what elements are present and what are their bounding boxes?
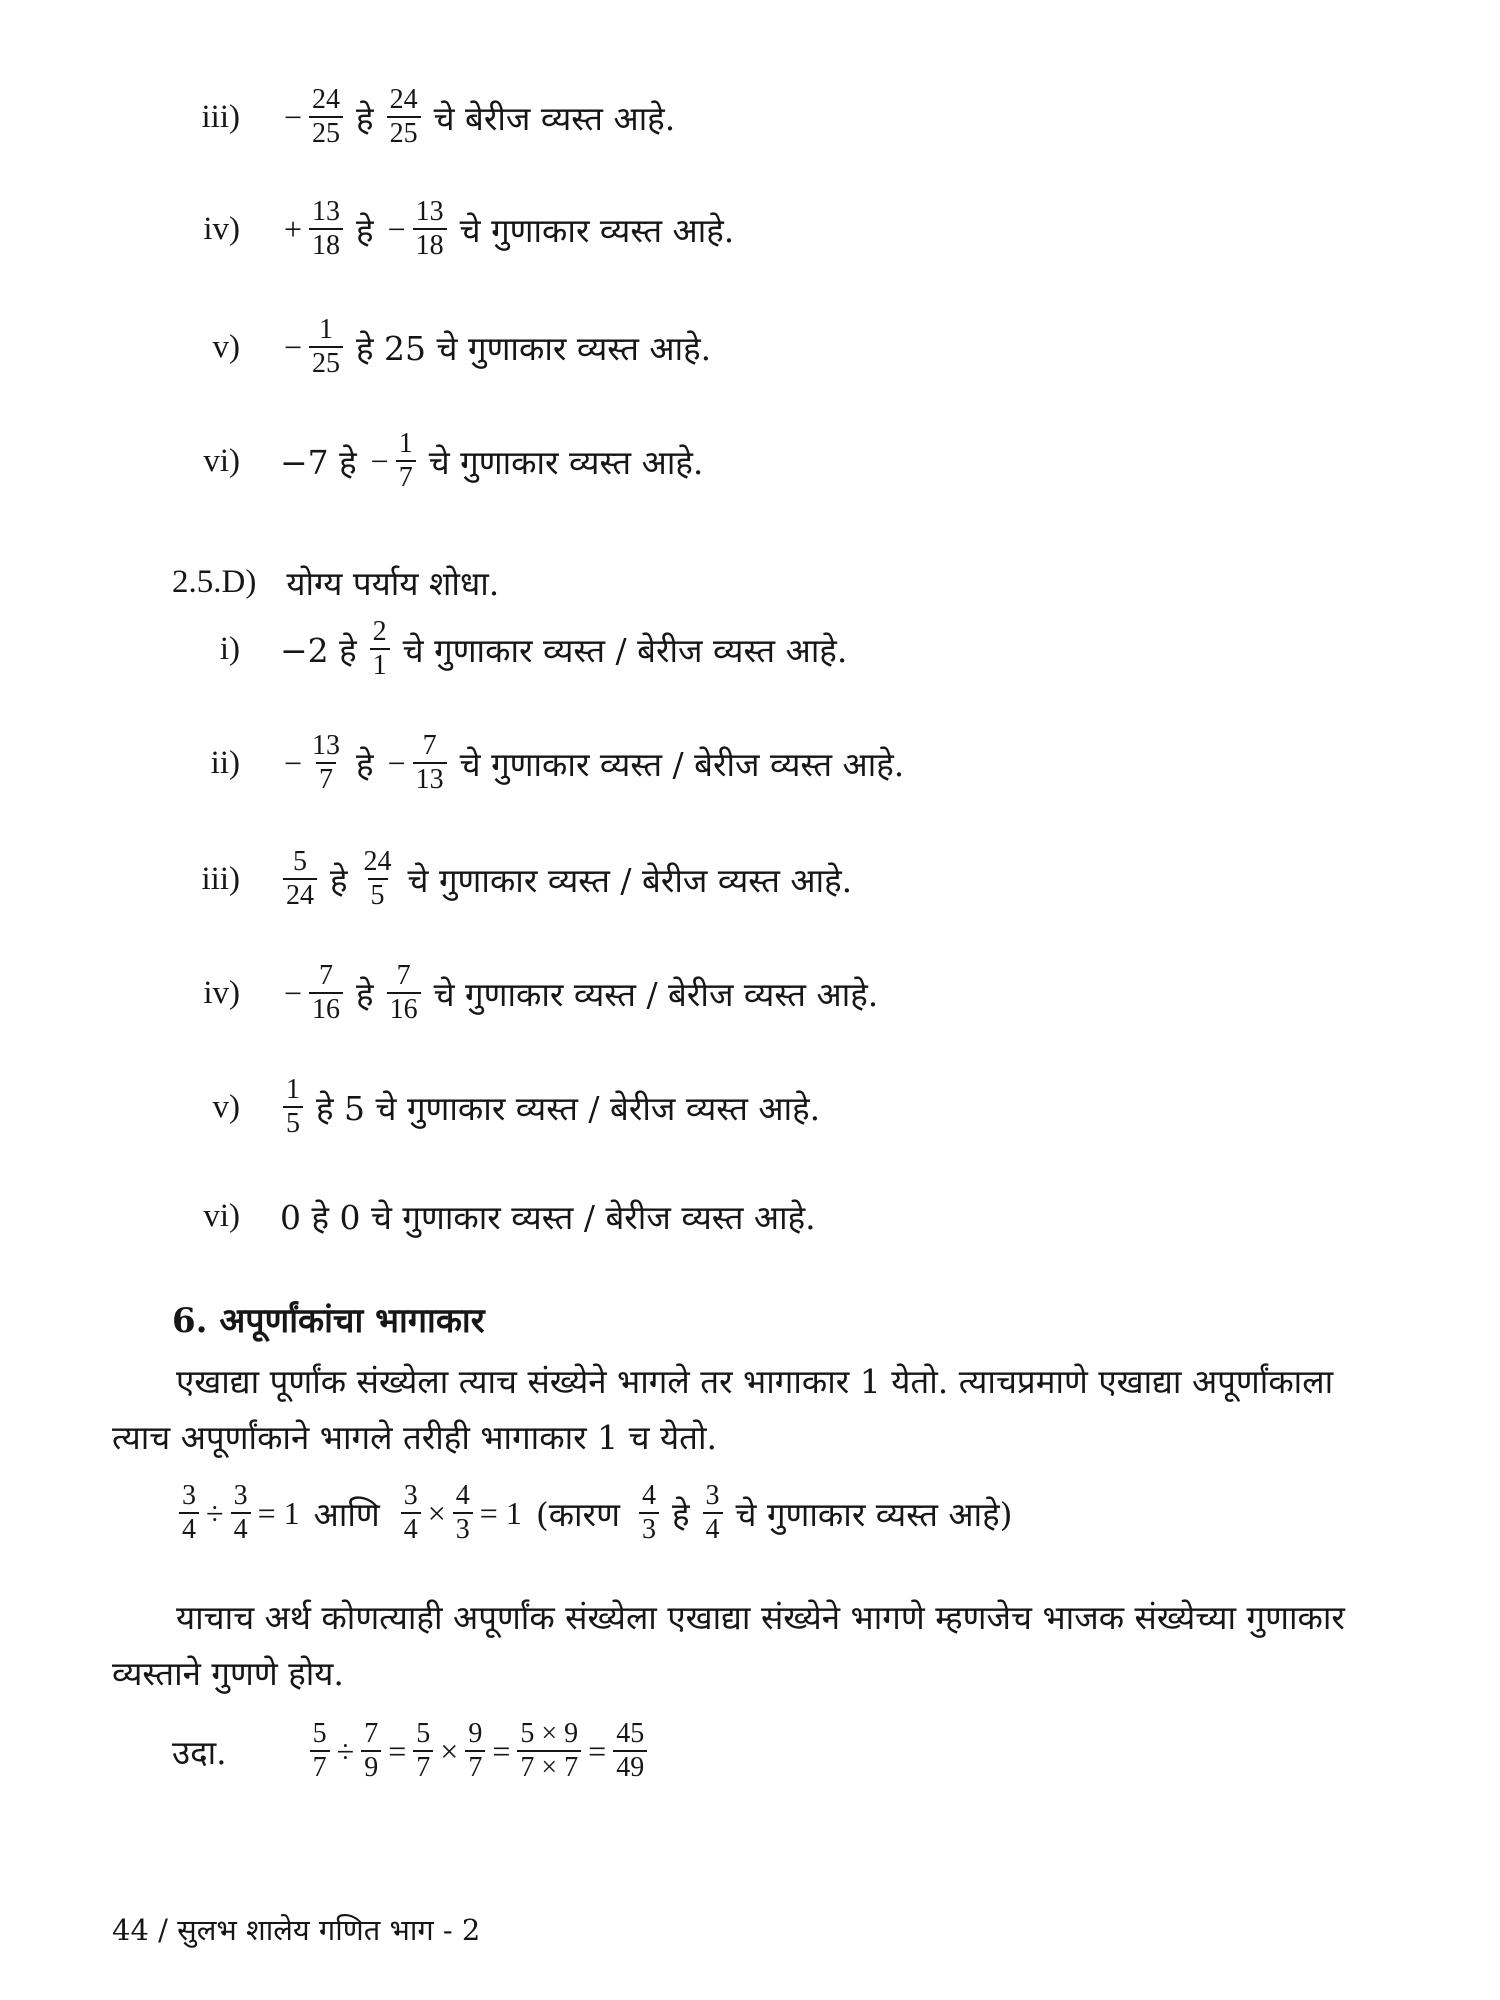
reason-open-text: (कारण	[535, 1494, 620, 1534]
connector-text: हे	[671, 1494, 690, 1534]
item-label: v)	[212, 328, 240, 365]
d-item-ii	[150, 732, 904, 794]
denominator: 49	[613, 1750, 647, 1782]
numerator: 2	[372, 616, 387, 647]
d-item-vi	[150, 1194, 816, 1239]
item-label: iii)	[201, 98, 240, 135]
statement-text: चे गुणाकार व्यस्त आहे.	[428, 442, 704, 482]
denominator: 9	[361, 1750, 381, 1782]
sign: +	[284, 210, 303, 247]
c-item-iv	[150, 198, 734, 260]
item-label: iv)	[203, 974, 240, 1011]
fraction	[517, 1720, 581, 1782]
section-d-title: 2.5.D)	[172, 564, 257, 600]
page-footer: 44 / सुलभ शालेय गणित भाग - 2	[112, 1913, 481, 1947]
denominator: 7	[413, 1750, 433, 1782]
denominator: 18	[413, 228, 447, 260]
fraction	[283, 1076, 303, 1138]
numerator: 5 × 9	[520, 1718, 579, 1749]
d-item-v	[150, 1076, 820, 1138]
fraction	[703, 1482, 723, 1544]
numerator: 3	[182, 1480, 196, 1511]
sign: −	[284, 744, 303, 781]
fraction	[309, 962, 343, 1024]
numerator: 5	[416, 1718, 431, 1749]
fraction	[465, 1720, 485, 1782]
statement-text: 0 हे 0 चे गुणाकार व्यस्त / बेरीज व्यस्त आहे.	[280, 1198, 816, 1237]
numerator: 7	[422, 730, 437, 761]
connector-text: हे	[330, 860, 348, 900]
numerator: 3	[705, 1480, 720, 1511]
connector-text: हे	[356, 974, 374, 1014]
fraction	[179, 1482, 199, 1544]
fraction	[387, 962, 421, 1024]
sign: −	[387, 744, 406, 781]
denominator: 4	[401, 1512, 421, 1544]
reciprocal-equation	[176, 1482, 1013, 1544]
numerator: 24	[363, 846, 392, 877]
fraction	[453, 1482, 473, 1544]
fraction	[396, 430, 416, 492]
item-label: vi)	[203, 442, 240, 479]
section-6-paragraph-2: याचाच अर्थ कोणत्याही अपूर्णांक संख्येला एखाद्या संख्येने भागणे म्हणजेच भाजक संख्येच्या गुणाकार व्यस्ताने गुणणे होय.	[112, 1598, 1345, 1693]
statement-text: चे गुणाकार व्यस्त आहे.	[459, 210, 735, 250]
denominator: 4	[231, 1512, 251, 1544]
fraction	[401, 1482, 421, 1544]
statement-prefix: −7 हे	[280, 442, 357, 482]
denominator: 18	[309, 228, 343, 260]
example-label: उदा.	[172, 1732, 227, 1772]
equals-sign: =	[588, 1732, 607, 1769]
and-text: आणि	[313, 1494, 380, 1534]
fraction	[309, 86, 343, 148]
equals-one: = 1	[479, 1494, 522, 1531]
denominator: 7 × 7	[517, 1750, 581, 1782]
numerator: 1	[286, 1074, 300, 1105]
numerator: 3	[403, 1480, 418, 1511]
connector-text: हे	[356, 210, 374, 250]
fraction	[639, 1482, 659, 1544]
fraction	[309, 316, 343, 378]
item-label: i)	[219, 630, 240, 667]
numerator: 9	[468, 1718, 483, 1749]
denominator: 16	[387, 992, 421, 1024]
sign: −	[284, 328, 303, 365]
fraction	[231, 1482, 251, 1544]
denominator: 5	[368, 878, 388, 910]
numerator: 24	[312, 84, 341, 115]
d-item-iv	[150, 962, 878, 1024]
fraction	[361, 848, 395, 910]
fraction	[413, 198, 447, 260]
fraction	[413, 1720, 433, 1782]
numerator: 13	[312, 730, 341, 761]
numerator: 45	[616, 1718, 645, 1749]
item-label: vi)	[203, 1198, 240, 1234]
statement-text: हे 5 चे गुणाकार व्यस्त / बेरीज व्यस्त आहे.	[316, 1088, 821, 1128]
statement-text: चे गुणाकार व्यस्त / बेरीज व्यस्त आहे.	[407, 860, 853, 900]
fraction	[613, 1720, 647, 1782]
fraction	[413, 732, 447, 794]
numerator: 13	[312, 196, 341, 227]
denominator: 7	[465, 1750, 485, 1782]
denominator: 25	[387, 116, 421, 148]
statement-prefix: −2 हे	[280, 630, 357, 670]
item-label: iii)	[201, 860, 240, 897]
fraction	[370, 618, 390, 680]
denominator: 7	[396, 460, 416, 492]
numerator: 3	[233, 1480, 248, 1511]
times-sign: ×	[440, 1732, 459, 1769]
sign: −	[284, 974, 303, 1011]
denominator: 25	[309, 116, 343, 148]
section-d-instruction: योग्य पर्याय शोधा.	[286, 564, 500, 603]
item-label: v)	[212, 1088, 240, 1125]
item-label: ii)	[210, 744, 240, 781]
section-d-header	[172, 560, 499, 605]
numerator: 1	[319, 314, 334, 345]
reason-close-text: चे गुणाकार व्यस्त आहे)	[735, 1494, 1013, 1534]
fraction	[309, 732, 343, 794]
c-item-v	[150, 316, 711, 378]
denominator: 25	[309, 346, 343, 378]
denominator: 16	[309, 992, 343, 1024]
c-item-vi	[150, 430, 703, 492]
numerator: 1	[398, 428, 413, 459]
numerator: 24	[389, 84, 418, 115]
numerator: 4	[641, 1480, 656, 1511]
statement-text: चे गुणाकार व्यस्त / बेरीज व्यस्त आहे.	[402, 630, 848, 670]
statement-text: चे गुणाकार व्यस्त / बेरीज व्यस्त आहे.	[433, 974, 879, 1014]
fraction	[283, 848, 317, 910]
denominator: 3	[453, 1512, 473, 1544]
denominator: 4	[703, 1512, 723, 1544]
numerator: 7	[396, 960, 411, 991]
denominator: 3	[639, 1512, 659, 1544]
equals-sign: =	[492, 1732, 511, 1769]
numerator: 7	[364, 1718, 379, 1749]
numerator: 5	[293, 846, 307, 877]
denominator: 5	[283, 1106, 303, 1138]
connector-text: हे	[356, 98, 374, 138]
denominator: 1	[370, 648, 390, 680]
denominator: 7	[316, 762, 336, 794]
denominator: 24	[283, 878, 317, 910]
d-item-i	[150, 618, 847, 680]
equals-sign: =	[388, 1732, 407, 1769]
section-6-heading: 6. अपूर्णांकांचा भागाकार	[172, 1301, 485, 1341]
d-item-iii	[150, 848, 852, 910]
times-sign: ×	[427, 1494, 446, 1531]
statement-text: चे बेरीज व्यस्त आहे.	[433, 98, 676, 138]
fraction	[387, 86, 421, 148]
sign: −	[284, 98, 303, 135]
fraction	[361, 1720, 381, 1782]
fraction	[310, 1720, 330, 1782]
statement-text: चे गुणाकार व्यस्त / बेरीज व्यस्त आहे.	[459, 744, 905, 784]
numerator: 13	[415, 196, 444, 227]
equals-one: = 1	[257, 1494, 300, 1531]
sign: −	[370, 442, 389, 479]
divide-sign: ÷	[206, 1494, 224, 1531]
numerator: 4	[455, 1480, 470, 1511]
connector-text: हे	[356, 744, 374, 784]
fraction	[309, 198, 343, 260]
section-6-paragraph-1: एखाद्या पूर्णांक संख्येला त्याच संख्येने भागले तर भागाकार 1 येतो. त्याचप्रमाणे एखाद्या अपूर्णांकाला त्याच अपूर्णांकाने भागले तरीही भागाकार 1 च येतो.	[112, 1362, 1334, 1457]
numerator: 7	[319, 960, 334, 991]
example-equation	[172, 1720, 650, 1782]
numerator: 5	[312, 1718, 327, 1749]
item-label: iv)	[203, 210, 240, 247]
divide-sign: ÷	[336, 1732, 355, 1769]
denominator: 7	[310, 1750, 330, 1782]
statement-text: हे 25 चे गुणाकार व्यस्त आहे.	[356, 328, 712, 368]
sign: −	[387, 210, 406, 247]
denominator: 4	[179, 1512, 199, 1544]
c-item-iii	[150, 86, 675, 148]
denominator: 13	[413, 762, 447, 794]
